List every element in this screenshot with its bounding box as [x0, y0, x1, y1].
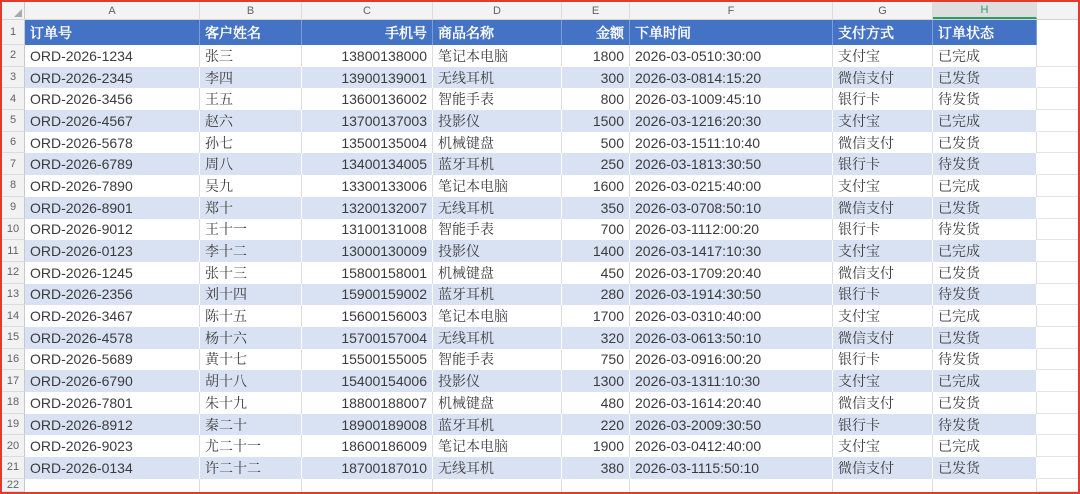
data-cell[interactable]: 已发货	[933, 327, 1037, 349]
table-row	[2, 262, 1078, 284]
data-cell[interactable]: 陈十五	[200, 305, 302, 327]
data-cell[interactable]: 支付宝	[833, 240, 933, 262]
data-cell[interactable]: 13500135004	[302, 132, 433, 154]
data-cell[interactable]: 许二十二	[200, 457, 302, 479]
row-number[interactable]: 1	[2, 20, 25, 45]
data-cell[interactable]: 13900139001	[302, 67, 433, 89]
data-cell[interactable]	[25, 479, 200, 492]
data-cell[interactable]: 秦二十	[200, 414, 302, 436]
data-cell[interactable]: 250	[562, 153, 630, 175]
data-cell[interactable]: 2026-03-1115:50:10	[630, 457, 833, 479]
table-header-row	[2, 20, 1078, 45]
data-cell[interactable]: 1900	[562, 435, 630, 457]
data-cell[interactable]: 李十二	[200, 240, 302, 262]
data-cell[interactable]: 蓝牙耳机	[433, 414, 562, 436]
table-row	[2, 327, 1078, 349]
data-cell[interactable]: 机械键盘	[433, 132, 562, 154]
data-cell[interactable]: 450	[562, 262, 630, 284]
data-cell[interactable]: 1800	[562, 45, 630, 67]
data-cell[interactable]: 320	[562, 327, 630, 349]
data-cell[interactable]: 2026-03-0916:00:20	[630, 349, 833, 371]
header-cell[interactable]: 下单时间	[630, 20, 833, 45]
data-cell[interactable]	[630, 479, 833, 492]
data-cell[interactable]: ORD-2026-7890	[25, 175, 200, 197]
data-cell[interactable]: 蓝牙耳机	[433, 284, 562, 306]
data-cell[interactable]: 2026-03-1914:30:50	[630, 284, 833, 306]
data-cell[interactable]: 2026-03-0412:40:00	[630, 435, 833, 457]
data-cell[interactable]: 王五	[200, 88, 302, 110]
data-cell[interactable]: 刘十四	[200, 284, 302, 306]
data-cell[interactable]: 18600186009	[302, 435, 433, 457]
header-cell[interactable]: 手机号	[302, 20, 433, 45]
data-cell[interactable]: 赵六	[200, 110, 302, 132]
table-row	[2, 153, 1078, 175]
data-cell[interactable]	[433, 479, 562, 492]
data-cell[interactable]: 2026-03-1009:45:10	[630, 88, 833, 110]
data-cell[interactable]: 700	[562, 219, 630, 241]
row-number[interactable]: 11	[2, 240, 25, 262]
data-cell[interactable]: 480	[562, 392, 630, 414]
data-cell[interactable]: 2026-03-1112:00:20	[630, 219, 833, 241]
data-cell[interactable]: 黄十七	[200, 349, 302, 371]
data-cell[interactable]: 2026-03-1311:10:30	[630, 370, 833, 392]
data-cell[interactable]: ORD-2026-5689	[25, 349, 200, 371]
table-row	[2, 132, 1078, 154]
data-cell[interactable]: 已完成	[933, 305, 1037, 327]
data-cell[interactable]: ORD-2026-2356	[25, 284, 200, 306]
data-cell[interactable]: 支付宝	[833, 370, 933, 392]
data-cell[interactable]: 2026-03-0814:15:20	[630, 67, 833, 89]
data-cell[interactable]: 支付宝	[833, 175, 933, 197]
data-cell[interactable]: 750	[562, 349, 630, 371]
data-cell[interactable]: 微信支付	[833, 197, 933, 219]
data-cell[interactable]: 李四	[200, 67, 302, 89]
data-cell[interactable]: 15500155005	[302, 349, 433, 371]
row-number[interactable]: 16	[2, 349, 25, 371]
data-cell[interactable]: 18900189008	[302, 414, 433, 436]
data-cell[interactable]: 已发货	[933, 262, 1037, 284]
data-cell[interactable]: 13700137003	[302, 110, 433, 132]
empty-cell[interactable]	[1037, 219, 1078, 241]
data-cell[interactable]: 智能手表	[433, 349, 562, 371]
table-row	[2, 197, 1078, 219]
column-strip-filler	[1037, 2, 1078, 19]
data-cell[interactable]: 已完成	[933, 435, 1037, 457]
data-cell[interactable]: 2026-03-0310:40:00	[630, 305, 833, 327]
header-cell[interactable]: 订单号	[25, 20, 200, 45]
empty-cell[interactable]	[1037, 349, 1078, 371]
data-cell[interactable]: 13600136002	[302, 88, 433, 110]
data-cell[interactable]: 15900159002	[302, 284, 433, 306]
data-cell[interactable]: 300	[562, 67, 630, 89]
header-cell[interactable]: 商品名称	[433, 20, 562, 45]
partial-next-row	[2, 479, 1078, 492]
data-cell[interactable]: 1400	[562, 240, 630, 262]
table-row	[2, 45, 1078, 67]
data-cell[interactable]: 微信支付	[833, 132, 933, 154]
data-cell[interactable]: 郑十	[200, 197, 302, 219]
column-header-D[interactable]: D	[433, 2, 562, 19]
table-row	[2, 457, 1078, 479]
data-cell[interactable]: 待发货	[933, 219, 1037, 241]
data-cell[interactable]: 待发货	[933, 414, 1037, 436]
data-cell[interactable]: 张十三	[200, 262, 302, 284]
data-cell[interactable]: 2026-03-1813:30:50	[630, 153, 833, 175]
data-cell[interactable]: 银行卡	[833, 153, 933, 175]
empty-cell[interactable]	[1037, 20, 1078, 45]
data-cell[interactable]: 银行卡	[833, 349, 933, 371]
table-row	[2, 284, 1078, 306]
data-cell[interactable]: 已完成	[933, 240, 1037, 262]
row-number[interactable]: 5	[2, 110, 25, 132]
row-number[interactable]: 3	[2, 67, 25, 89]
data-cell[interactable]: 蓝牙耳机	[433, 153, 562, 175]
data-cell[interactable]: ORD-2026-1234	[25, 45, 200, 67]
grid-body	[2, 20, 1078, 492]
row-number[interactable]: 10	[2, 219, 25, 241]
data-cell[interactable]: 2026-03-1216:20:30	[630, 110, 833, 132]
data-cell[interactable]: 待发货	[933, 349, 1037, 371]
data-cell[interactable]: 1600	[562, 175, 630, 197]
data-cell[interactable]: ORD-2026-6789	[25, 153, 200, 175]
data-cell[interactable]: 支付宝	[833, 305, 933, 327]
empty-cell[interactable]	[1037, 197, 1078, 219]
row-number[interactable]: 15	[2, 327, 25, 349]
data-cell[interactable]: 1300	[562, 370, 630, 392]
data-cell[interactable]: 笔记本电脑	[433, 305, 562, 327]
data-cell[interactable]: 280	[562, 284, 630, 306]
data-cell[interactable]: 无线耳机	[433, 457, 562, 479]
empty-cell[interactable]	[1037, 240, 1078, 262]
data-cell[interactable]: ORD-2026-3456	[25, 88, 200, 110]
row-number[interactable]: 7	[2, 153, 25, 175]
data-cell[interactable]: 2026-03-0613:50:10	[630, 327, 833, 349]
table-row	[2, 370, 1078, 392]
data-cell[interactable]: 18700187010	[302, 457, 433, 479]
empty-cell[interactable]	[1037, 110, 1078, 132]
table-row	[2, 392, 1078, 414]
row-number[interactable]: 20	[2, 435, 25, 457]
data-cell[interactable]: 2026-03-1614:20:40	[630, 392, 833, 414]
data-cell[interactable]: 2026-03-1709:20:40	[630, 262, 833, 284]
column-header-strip	[2, 2, 1078, 20]
data-cell[interactable]: 已完成	[933, 110, 1037, 132]
data-cell[interactable]: 13100131008	[302, 219, 433, 241]
data-cell[interactable]: ORD-2026-5678	[25, 132, 200, 154]
data-cell[interactable]: 无线耳机	[433, 327, 562, 349]
data-cell[interactable]: 孙七	[200, 132, 302, 154]
row-number[interactable]: 8	[2, 175, 25, 197]
data-cell[interactable]: 13400134005	[302, 153, 433, 175]
column-header-E[interactable]: E	[562, 2, 630, 19]
column-header-A[interactable]: A	[25, 2, 200, 19]
empty-cell[interactable]	[1037, 262, 1078, 284]
data-cell[interactable]: 已发货	[933, 392, 1037, 414]
data-cell[interactable]	[302, 479, 433, 492]
data-cell[interactable]: 2026-03-0708:50:10	[630, 197, 833, 219]
data-cell[interactable]: 已完成	[933, 45, 1037, 67]
data-cell[interactable]: 15600156003	[302, 305, 433, 327]
table-row	[2, 349, 1078, 371]
data-cell[interactable]: 银行卡	[833, 219, 933, 241]
data-cell[interactable]: 微信支付	[833, 327, 933, 349]
table-row	[2, 435, 1078, 457]
data-cell[interactable]: 已完成	[933, 175, 1037, 197]
data-cell[interactable]: 18800188007	[302, 392, 433, 414]
data-cell[interactable]: 张三	[200, 45, 302, 67]
data-cell[interactable]: ORD-2026-9012	[25, 219, 200, 241]
data-cell[interactable]: 支付宝	[833, 45, 933, 67]
data-cell[interactable]: ORD-2026-7801	[25, 392, 200, 414]
table-row	[2, 88, 1078, 110]
header-cell[interactable]: 订单状态	[933, 20, 1037, 45]
data-cell[interactable]: 朱十九	[200, 392, 302, 414]
data-cell[interactable]: 投影仪	[433, 370, 562, 392]
data-cell[interactable]: 2026-03-1417:10:30	[630, 240, 833, 262]
data-cell[interactable]: 380	[562, 457, 630, 479]
table-row	[2, 67, 1078, 89]
data-cell[interactable]: 1700	[562, 305, 630, 327]
row-number[interactable]: 22	[2, 479, 25, 492]
empty-cell[interactable]	[1037, 132, 1078, 154]
header-cell[interactable]: 金额	[562, 20, 630, 45]
data-cell[interactable]: 周八	[200, 153, 302, 175]
data-cell[interactable]: 微信支付	[833, 457, 933, 479]
data-cell[interactable]: 笔记本电脑	[433, 435, 562, 457]
empty-cell[interactable]	[1037, 414, 1078, 436]
data-cell[interactable]: 王十一	[200, 219, 302, 241]
empty-cell[interactable]	[1037, 45, 1078, 67]
header-cell[interactable]: 客户姓名	[200, 20, 302, 45]
data-cell[interactable]: ORD-2026-4567	[25, 110, 200, 132]
data-cell[interactable]	[562, 479, 630, 492]
data-cell[interactable]	[833, 479, 933, 492]
data-cell[interactable]: 15700157004	[302, 327, 433, 349]
empty-cell[interactable]	[1037, 457, 1078, 479]
select-all-corner[interactable]	[2, 2, 25, 19]
row-number[interactable]: 18	[2, 392, 25, 414]
data-cell[interactable]: 13800138000	[302, 45, 433, 67]
data-cell[interactable]: 吴九	[200, 175, 302, 197]
data-cell[interactable]: 已发货	[933, 67, 1037, 89]
data-cell[interactable]: 2026-03-0215:40:00	[630, 175, 833, 197]
row-number[interactable]: 13	[2, 284, 25, 306]
data-cell[interactable]: 13300133006	[302, 175, 433, 197]
data-cell[interactable]: 胡十八	[200, 370, 302, 392]
data-cell[interactable]: 笔记本电脑	[433, 45, 562, 67]
data-cell[interactable]: 待发货	[933, 153, 1037, 175]
data-cell[interactable]: 2026-03-0510:30:00	[630, 45, 833, 67]
data-cell[interactable]: 笔记本电脑	[433, 175, 562, 197]
data-cell[interactable]: 微信支付	[833, 262, 933, 284]
table-row	[2, 219, 1078, 241]
data-cell[interactable]: 机械键盘	[433, 262, 562, 284]
row-number[interactable]: 2	[2, 45, 25, 67]
data-cell[interactable]: 支付宝	[833, 435, 933, 457]
empty-cell[interactable]	[1037, 284, 1078, 306]
data-cell[interactable]: 500	[562, 132, 630, 154]
data-cell[interactable]: 机械键盘	[433, 392, 562, 414]
data-cell[interactable]: 800	[562, 88, 630, 110]
data-cell[interactable]: 220	[562, 414, 630, 436]
data-cell[interactable]: 13200132007	[302, 197, 433, 219]
row-number[interactable]: 17	[2, 370, 25, 392]
data-cell[interactable]: 智能手表	[433, 88, 562, 110]
data-cell[interactable]: 2026-03-2009:30:50	[630, 414, 833, 436]
table-row	[2, 175, 1078, 197]
column-header-G[interactable]: G	[833, 2, 933, 19]
data-cell[interactable]: 银行卡	[833, 88, 933, 110]
data-cell[interactable]: ORD-2026-6790	[25, 370, 200, 392]
column-header-B[interactable]: B	[200, 2, 302, 19]
column-header-C[interactable]: C	[302, 2, 433, 19]
empty-cell[interactable]	[1037, 175, 1078, 197]
empty-cell[interactable]	[1037, 370, 1078, 392]
data-cell[interactable]: ORD-2026-3467	[25, 305, 200, 327]
data-cell[interactable]: 350	[562, 197, 630, 219]
data-cell[interactable]: 待发货	[933, 284, 1037, 306]
data-cell[interactable]: ORD-2026-0134	[25, 457, 200, 479]
data-cell[interactable]: 支付宝	[833, 110, 933, 132]
empty-cell[interactable]	[1037, 67, 1078, 89]
table-row	[2, 305, 1078, 327]
table-row	[2, 414, 1078, 436]
data-cell[interactable]: 微信支付	[833, 392, 933, 414]
data-cell[interactable]: 投影仪	[433, 240, 562, 262]
data-cell[interactable]: 已发货	[933, 132, 1037, 154]
row-number[interactable]: 9	[2, 197, 25, 219]
data-cell[interactable]: ORD-2026-2345	[25, 67, 200, 89]
data-cell[interactable]: 无线耳机	[433, 67, 562, 89]
data-cell[interactable]: 银行卡	[833, 414, 933, 436]
data-cell[interactable]: 尤二十一	[200, 435, 302, 457]
table-row	[2, 110, 1078, 132]
data-cell[interactable]: ORD-2026-0123	[25, 240, 200, 262]
data-cell[interactable]: 微信支付	[833, 67, 933, 89]
column-header-F[interactable]: F	[630, 2, 833, 19]
select-all-triangle-icon	[14, 9, 22, 17]
empty-cell[interactable]	[1037, 479, 1078, 492]
table-row	[2, 240, 1078, 262]
data-cell[interactable]: ORD-2026-8912	[25, 414, 200, 436]
row-number[interactable]: 6	[2, 132, 25, 154]
data-cell[interactable]: 15800158001	[302, 262, 433, 284]
data-cell[interactable]: 智能手表	[433, 219, 562, 241]
row-number[interactable]: 12	[2, 262, 25, 284]
data-cell[interactable]: 投影仪	[433, 110, 562, 132]
empty-cell[interactable]	[1037, 435, 1078, 457]
row-number[interactable]: 19	[2, 414, 25, 436]
row-number[interactable]: 14	[2, 305, 25, 327]
header-cell[interactable]: 支付方式	[833, 20, 933, 45]
data-cell[interactable]: 已发货	[933, 197, 1037, 219]
data-cell[interactable]: 2026-03-1511:10:40	[630, 132, 833, 154]
empty-cell[interactable]	[1037, 392, 1078, 414]
data-cell[interactable]: 待发货	[933, 88, 1037, 110]
data-cell[interactable]: 已完成	[933, 370, 1037, 392]
data-cell[interactable]: 1500	[562, 110, 630, 132]
data-cell[interactable]: ORD-2026-8901	[25, 197, 200, 219]
data-cell[interactable]: 15400154006	[302, 370, 433, 392]
row-number[interactable]: 4	[2, 88, 25, 110]
empty-cell[interactable]	[1037, 88, 1078, 110]
data-cell[interactable]: 已发货	[933, 457, 1037, 479]
data-cell[interactable]: 13000130009	[302, 240, 433, 262]
empty-cell[interactable]	[1037, 153, 1078, 175]
data-cell[interactable]: ORD-2026-4578	[25, 327, 200, 349]
data-cell[interactable]: ORD-2026-1245	[25, 262, 200, 284]
data-cell[interactable]: ORD-2026-9023	[25, 435, 200, 457]
row-number[interactable]: 21	[2, 457, 25, 479]
data-cell[interactable]: 无线耳机	[433, 197, 562, 219]
empty-cell[interactable]	[1037, 327, 1078, 349]
column-header-H[interactable]: H	[933, 2, 1037, 19]
data-cell[interactable]	[933, 479, 1037, 492]
data-cell[interactable]	[200, 479, 302, 492]
data-cell[interactable]: 银行卡	[833, 284, 933, 306]
empty-cell[interactable]	[1037, 305, 1078, 327]
data-cell[interactable]: 杨十六	[200, 327, 302, 349]
